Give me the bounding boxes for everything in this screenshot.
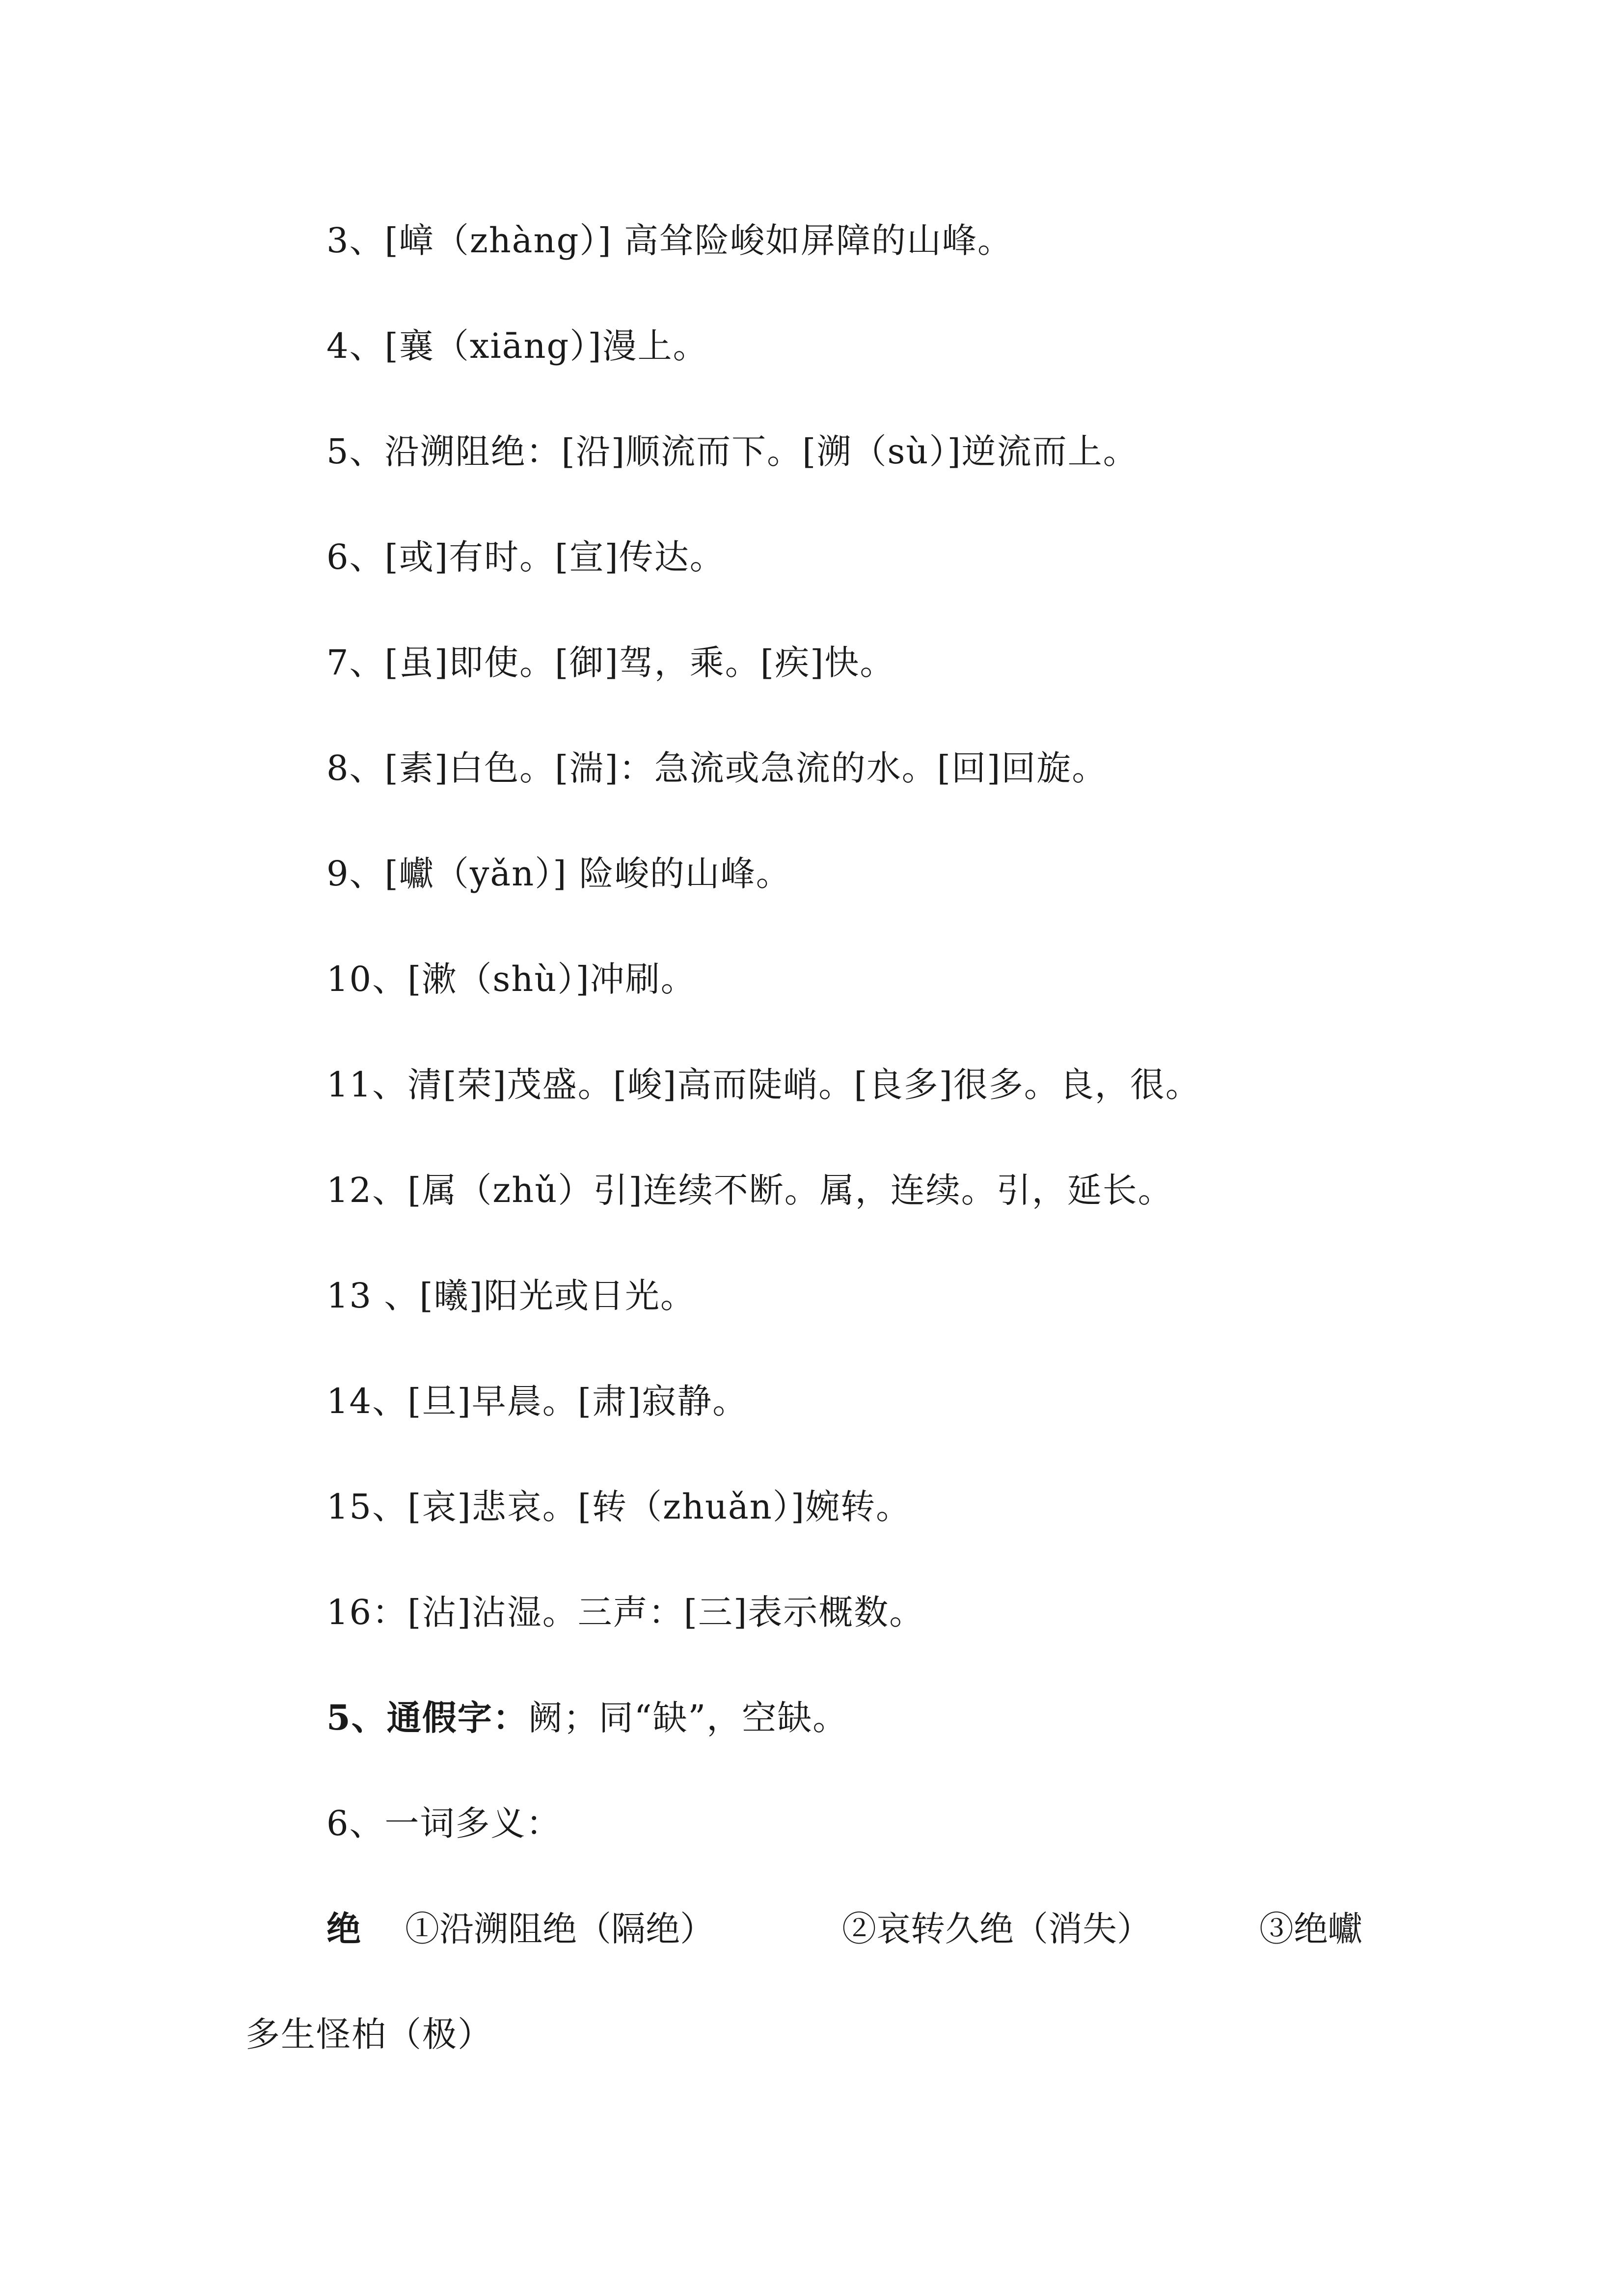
yiciduoyi-meaning-1: ①沿溯阻绝（隔绝） <box>405 1909 714 1949</box>
note-line-12: 12、[属（zhǔ）引]连续不断。属，连续。引，延长。 <box>326 1170 1173 1210</box>
tongjiazi-text: 阙；同“缺”，空缺。 <box>528 1698 848 1738</box>
yiciduoyi-continuation: 多生怪柏（极） <box>245 2014 493 2055</box>
tongjiazi-line <box>326 1693 848 1742</box>
note-line-10: 10、[漱（shù）]冲刷。 <box>326 959 696 999</box>
note-line-9: 9、[巘（yǎn）] 险峻的山峰。 <box>326 854 791 894</box>
yiciduoyi-meaning-3: ③绝巘 <box>1259 1909 1362 1949</box>
note-line-6: 6、[或]有时。[宣]传达。 <box>326 537 725 577</box>
tongjiazi-label: 5、通假字： <box>326 1697 528 1738</box>
note-line-3: 3、[嶂（zhàng）] 高耸险峻如屏障的山峰。 <box>326 220 1013 261</box>
note-line-4: 4、[襄（xiāng）]漫上。 <box>326 326 708 366</box>
note-line-15: 15、[哀]悲哀。[转（zhuǎn）]婉转。 <box>326 1487 912 1527</box>
note-line-13: 13 、[曦]阳光或日光。 <box>326 1276 696 1316</box>
note-line-14: 14、[旦]早晨。[肃]寂静。 <box>326 1381 748 1421</box>
note-line-7: 7、[虽]即使。[御]驾，乘。[疾]快。 <box>326 642 895 683</box>
yiciduoyi-word: 绝 <box>326 1908 361 1949</box>
note-line-11: 11、清[荣]茂盛。[峻]高而陡峭。[良多]很多。良，很。 <box>326 1065 1201 1105</box>
note-line-8: 8、[素]白色。[湍]：急流或急流的水。[回]回旋。 <box>326 748 1108 788</box>
yiciduoyi-meaning-2: ②哀转久绝（消失） <box>842 1909 1151 1949</box>
note-line-5: 5、沿溯阻绝：[沿]顺流而下。[溯（sù）]逆流而上。 <box>326 431 1138 472</box>
note-line-16: 16：[沾]沾湿。三声：[三]表示概数。 <box>326 1592 925 1632</box>
yiciduoyi-heading: 6、一词多义： <box>326 1803 562 1843</box>
